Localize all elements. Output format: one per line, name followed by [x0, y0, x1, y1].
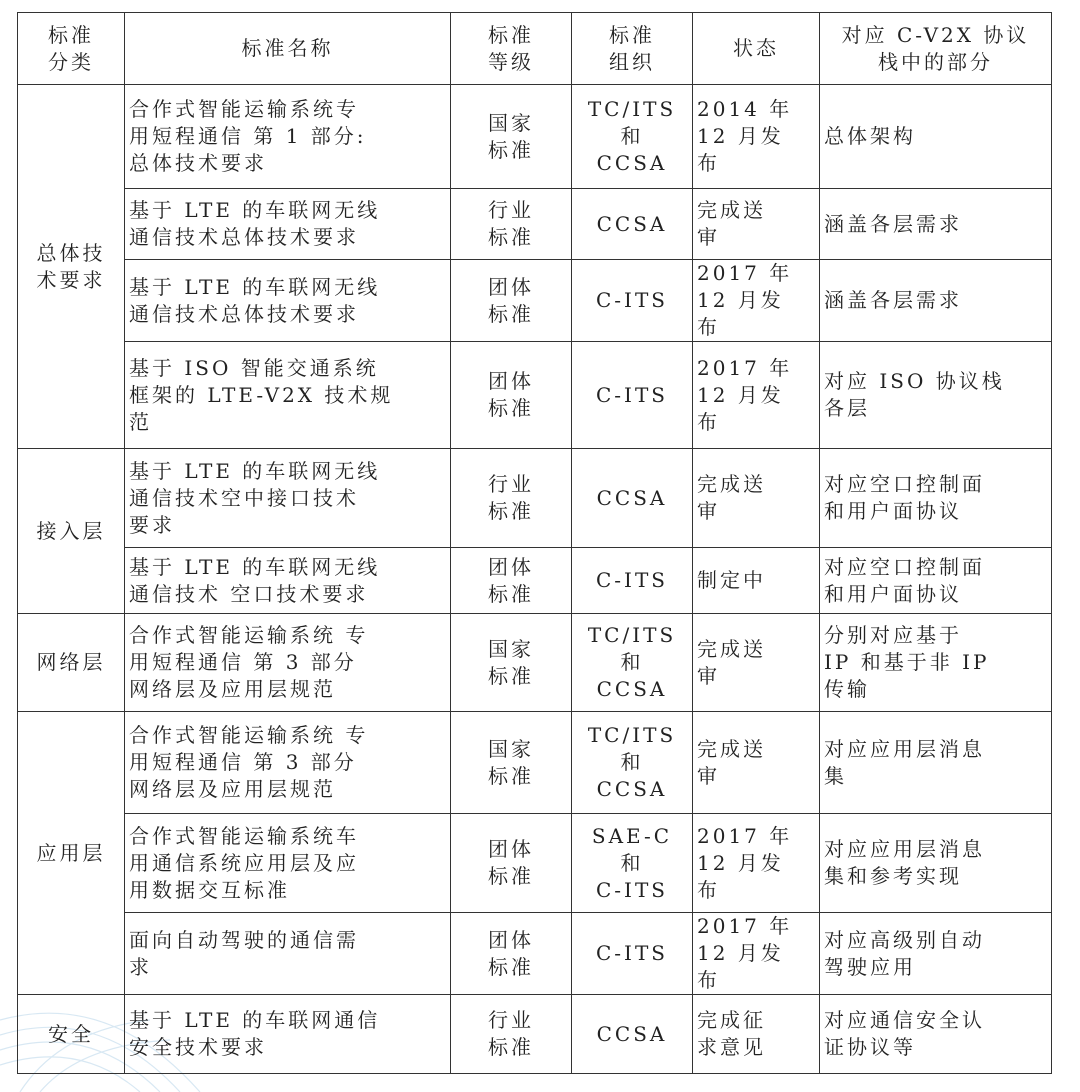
header-status: 状态	[693, 13, 820, 85]
level-cell: 团体 标准	[451, 342, 572, 449]
level-cell: 团体 标准	[451, 548, 572, 614]
stack-cell: 总体架构	[820, 85, 1052, 189]
stack-cell: 对应空口控制面 和用户面协议	[820, 548, 1052, 614]
stack-cell: 对应应用层消息 集	[820, 712, 1052, 814]
table-row	[18, 449, 1052, 548]
status-cell: 完成征 求意见	[693, 995, 820, 1074]
level-cell: 行业 标准	[451, 189, 572, 260]
name-cell: 基于 LTE 的车联网无线 通信技术空中接口技术 要求	[125, 449, 451, 548]
name-cell: 基于 LTE 的车联网无线 通信技术总体技术要求	[125, 189, 451, 260]
level-cell: 行业 标准	[451, 449, 572, 548]
name-cell: 合作式智能运输系统 专 用短程通信 第 3 部分 网络层及应用层规范	[125, 712, 451, 814]
category-cell: 网络层	[18, 614, 125, 712]
name-cell: 基于 LTE 的车联网通信 安全技术要求	[125, 995, 451, 1074]
org-cell: C-ITS	[572, 260, 693, 342]
table-header-row	[18, 13, 1052, 85]
stack-cell: 涵盖各层需求	[820, 189, 1052, 260]
status-cell: 完成送 审	[693, 712, 820, 814]
name-cell: 基于 LTE 的车联网无线 通信技术 空口技术要求	[125, 548, 451, 614]
org-cell: C-ITS	[572, 342, 693, 449]
name-cell: 面向自动驾驶的通信需 求	[125, 913, 451, 995]
stack-cell: 对应高级别自动 驾驶应用	[820, 913, 1052, 995]
status-cell: 2017 年 12 月发 布	[693, 260, 820, 342]
table-row	[18, 548, 1052, 614]
stack-cell: 对应应用层消息 集和参考实现	[820, 814, 1052, 913]
level-cell: 团体 标准	[451, 260, 572, 342]
table-row	[18, 614, 1052, 712]
level-cell: 国家 标准	[451, 614, 572, 712]
org-cell: CCSA	[572, 995, 693, 1074]
stack-cell: 对应空口控制面 和用户面协议	[820, 449, 1052, 548]
status-cell: 完成送 审	[693, 449, 820, 548]
category-cell: 接入层	[18, 449, 125, 614]
name-cell: 基于 ISO 智能交通系统 框架的 LTE-V2X 技术规 范	[125, 342, 451, 449]
stack-cell: 对应通信安全认 证协议等	[820, 995, 1052, 1074]
table-row	[18, 995, 1052, 1074]
status-cell: 制定中	[693, 548, 820, 614]
org-cell: TC/ITS 和 CCSA	[572, 614, 693, 712]
level-cell: 行业 标准	[451, 995, 572, 1074]
level-cell: 团体 标准	[451, 814, 572, 913]
standards-table	[17, 12, 1052, 1074]
table-row	[18, 85, 1052, 189]
org-cell: C-ITS	[572, 548, 693, 614]
header-org: 标准 组织	[572, 13, 693, 85]
name-cell: 合作式智能运输系统车 用通信系统应用层及应 用数据交互标准	[125, 814, 451, 913]
org-cell: TC/ITS 和 CCSA	[572, 85, 693, 189]
table-row	[18, 342, 1052, 449]
org-cell: CCSA	[572, 449, 693, 548]
level-cell: 国家 标准	[451, 85, 572, 189]
table-row	[18, 189, 1052, 260]
header-stack: 对应 C-V2X 协议 栈中的部分	[820, 13, 1052, 85]
header-name: 标准名称	[125, 13, 451, 85]
org-cell: C-ITS	[572, 913, 693, 995]
status-cell: 完成送 审	[693, 189, 820, 260]
level-cell: 国家 标准	[451, 712, 572, 814]
name-cell: 基于 LTE 的车联网无线 通信技术总体技术要求	[125, 260, 451, 342]
org-cell: TC/ITS 和 CCSA	[572, 712, 693, 814]
table-row	[18, 814, 1052, 913]
header-level: 标准 等级	[451, 13, 572, 85]
category-cell: 安全	[18, 995, 125, 1074]
status-cell: 2017 年 12 月发 布	[693, 913, 820, 995]
level-cell: 团体 标准	[451, 913, 572, 995]
status-cell: 完成送 审	[693, 614, 820, 712]
table-row	[18, 712, 1052, 814]
status-cell: 2014 年 12 月发 布	[693, 85, 820, 189]
table-row	[18, 913, 1052, 995]
category-cell: 总体技 术要求	[18, 85, 125, 449]
org-cell: SAE-C 和 C-ITS	[572, 814, 693, 913]
category-cell: 应用层	[18, 712, 125, 995]
stack-cell: 对应 ISO 协议栈 各层	[820, 342, 1052, 449]
org-cell: CCSA	[572, 189, 693, 260]
stack-cell: 涵盖各层需求	[820, 260, 1052, 342]
name-cell: 合作式智能运输系统专 用短程通信 第 1 部分: 总体技术要求	[125, 85, 451, 189]
name-cell: 合作式智能运输系统 专 用短程通信 第 3 部分 网络层及应用层规范	[125, 614, 451, 712]
header-category: 标准 分类	[18, 13, 125, 85]
status-cell: 2017 年 12 月发 布	[693, 814, 820, 913]
table-row	[18, 260, 1052, 342]
stack-cell: 分别对应基于 IP 和基于非 IP 传输	[820, 614, 1052, 712]
status-cell: 2017 年 12 月发 布	[693, 342, 820, 449]
